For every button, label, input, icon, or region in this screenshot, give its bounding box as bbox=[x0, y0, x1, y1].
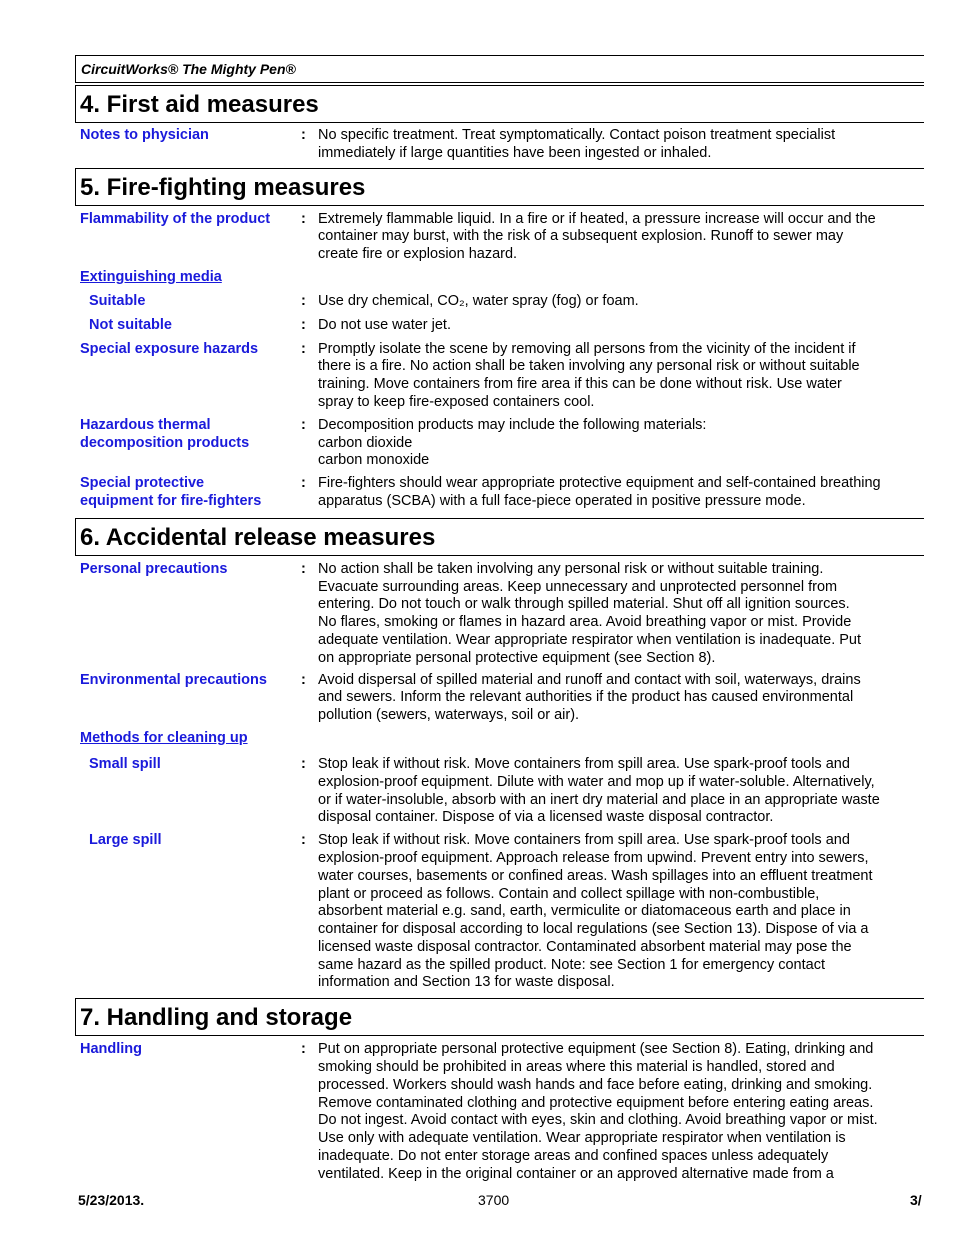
row-extinguishing-media bbox=[75, 264, 924, 287]
section-title: 6. Accidental release measures bbox=[75, 518, 924, 556]
row-not-suitable bbox=[75, 311, 924, 335]
colon: : bbox=[301, 340, 306, 357]
row-thermal-decomposition bbox=[75, 412, 924, 470]
section-title: 4. First aid measures bbox=[75, 85, 924, 123]
row-personal-precautions bbox=[75, 556, 924, 668]
row-notes-to-physician bbox=[75, 123, 924, 168]
colon: : bbox=[301, 475, 306, 492]
row-label: Environmental precautions bbox=[80, 671, 267, 688]
section-handling-storage bbox=[75, 998, 924, 1183]
colon: : bbox=[301, 292, 306, 309]
subheading-link[interactable]: Methods for cleaning up bbox=[80, 729, 248, 746]
row-small-spill bbox=[75, 748, 924, 827]
row-handling bbox=[75, 1036, 924, 1183]
row-protective-equipment bbox=[75, 470, 924, 518]
row-environmental-precautions bbox=[75, 668, 924, 725]
row-label: Flammability of the product bbox=[80, 210, 271, 227]
row-label: Suitable bbox=[89, 292, 146, 309]
colon: : bbox=[301, 755, 306, 772]
section-accidental-release bbox=[75, 518, 924, 999]
footer-page-number: 3/ bbox=[910, 1192, 922, 1208]
section-fire-fighting bbox=[75, 168, 924, 518]
colon: : bbox=[301, 316, 306, 333]
colon: : bbox=[301, 832, 306, 849]
row-label: Hazardous thermal decomposition products bbox=[80, 416, 250, 451]
row-value: Decomposition products may include the following materials: carbon dioxide carbon monoxide bbox=[318, 416, 707, 469]
row-methods-cleaning bbox=[75, 725, 924, 748]
footer-date: 5/23/2013. bbox=[78, 1192, 145, 1208]
row-label: Special protective equipment for fire-fighters bbox=[80, 475, 262, 509]
row-value: Use dry chemical, CO₂, water spray (fog) or foam. bbox=[318, 292, 639, 309]
row-value: No specific treatment. Treat symptomatically. Contact poison treatment specialist immediately if large quantities have been ingested or inhaled. bbox=[318, 127, 836, 161]
sds-page bbox=[75, 55, 924, 1184]
row-value: Stop leak if without risk. Move containers from spill area. Use spark-proof tools and explosion-proof equipment. Approach release from upwind. Prevent entry into sewers, water courses, basements or confined areas. Wash spillages into an effluent treatment plant or proceed as follows. Contain and collect spillage with non-combustible, absorbent material e.g. sand, earth, vermiculite or diatomaceous earth and place in container for disposal according to local regulations (see Section 13). Dispose of via a licensed waste disposal contractor. Contaminated absorbent material may pose the same hazard as the spilled product. Note: see Section 1 for emergency contact information and Section 13 for waste disposal. bbox=[318, 832, 873, 991]
row-value: Put on appropriate personal protective equipment (see Section 8). Eating, drinking and smoking should be prohibited in areas where this material is handled, stored and processed. Workers should wash hands and face before eating, drinking and smoking. Remove contaminated clothing and protective equipment before entering eating areas. Do not ingest. Avoid contact with eyes, skin and clothing. Avoid breathing vapor or mist. Use only with adequate ventilation. Wear appropriate respirator when ventilation is inadequate. Do not enter storage areas and confined spaces unless adequately ventilated. Keep in the original container or an approved alternative made from a bbox=[318, 1041, 878, 1182]
subheading-link[interactable]: Extinguishing media bbox=[80, 268, 222, 285]
row-value: Avoid dispersal of spilled material and runoff and contact with soil, waterways, drains and sewers. Inform the relevant authorities if the product has caused environmental pollution (sewers, waterways, soil or air). bbox=[318, 671, 861, 724]
row-value: Do not use water jet. bbox=[318, 316, 451, 333]
row-large-spill bbox=[75, 827, 924, 998]
row-label: Notes to physician bbox=[80, 127, 209, 143]
row-label: Not suitable bbox=[89, 316, 172, 333]
product-header: CircuitWorks® The Mighty Pen® bbox=[75, 55, 924, 83]
footer-code: 3700 bbox=[478, 1192, 510, 1208]
row-special-exposure bbox=[75, 335, 924, 412]
section-title: 5. Fire-fighting measures bbox=[75, 168, 924, 206]
row-flammability bbox=[75, 206, 924, 264]
colon: : bbox=[301, 1041, 306, 1058]
row-value: No action shall be taken involving any personal risk or without suitable training. Evacuate surrounding areas. Keep unnecessary and unprotected personnel from entering. Do not touch or walk through spilled material. Shut off all ignition sources. No flares, smoking or flames in hazard area. Avoid breathing vapor or mist. Provide adequate ventilation. Wear appropriate respirator when ventilation is inadequate. Put on appropriate personal protective equipment (see Section 8). bbox=[318, 560, 862, 666]
row-label: Handling bbox=[80, 1041, 143, 1058]
row-label: Large spill bbox=[89, 832, 162, 849]
row-label: Small spill bbox=[89, 755, 161, 772]
colon: : bbox=[301, 671, 306, 688]
colon: : bbox=[301, 560, 306, 577]
colon: : bbox=[301, 210, 306, 227]
colon: : bbox=[301, 416, 306, 433]
row-value: Stop leak if without risk. Move containers from spill area. Use spark-proof tools and explosion-proof equipment. Dilute with water and mop up if water-soluble. Alternatively, or if water-insoluble, absorb with an inert dry material and place in an appropriate waste disposal container. Dispose of via a licensed waste disposal contractor. bbox=[318, 755, 880, 826]
row-value: Fire-fighters should wear appropriate protective equipment and self-contained breathing apparatus (SCBA) with a full face-piece operated in positive pressure mode. bbox=[318, 475, 881, 509]
row-value: Extremely flammable liquid. In a fire or if heated, a pressure increase will occur and the container may burst, with the risk of a subsequent explosion. Runoff to sewer may create fire or explosion hazard. bbox=[318, 210, 876, 263]
section-title: 7. Handling and storage bbox=[75, 998, 924, 1036]
colon: : bbox=[301, 127, 306, 143]
row-label: Personal precautions bbox=[80, 560, 228, 577]
row-suitable bbox=[75, 287, 924, 311]
row-label: Special exposure hazards bbox=[80, 340, 259, 357]
section-first-aid bbox=[75, 85, 924, 168]
row-value: Promptly isolate the scene by removing all persons from the vicinity of the incident if there is a fire. No action shall be taken involving any personal risk or without suitable training. Move containers from fire area if this can be done without risk. Use water spray to keep fire-exposed containers cool. bbox=[318, 340, 860, 410]
